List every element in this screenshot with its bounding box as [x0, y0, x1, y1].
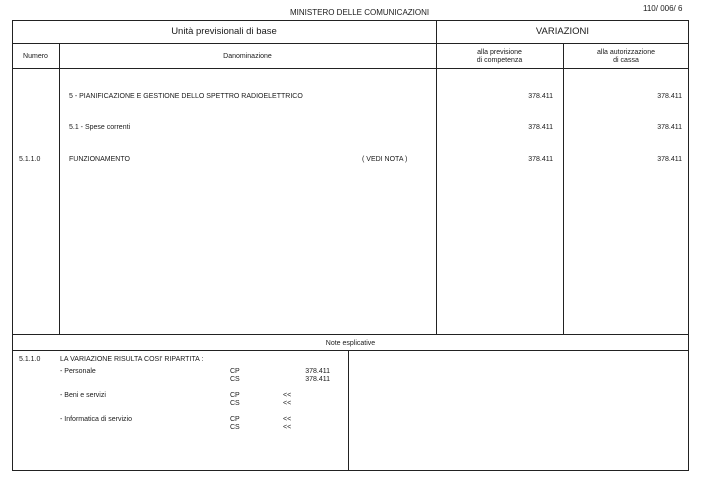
rule-columns-bottom	[12, 68, 689, 69]
main-table	[12, 20, 689, 471]
note-item-cp: CP	[230, 416, 240, 423]
note-item-cs: CS	[230, 400, 240, 407]
col-competenza-header-2: di competenza	[476, 57, 523, 64]
row-cassa: 378.411	[657, 156, 682, 163]
note-item-cp: CP	[230, 368, 240, 375]
row-competenza: 378.411	[528, 156, 553, 163]
note-item-cs: CS	[230, 376, 240, 383]
row-numero: 5.1.1.0	[19, 156, 41, 163]
variazioni-header: VARIAZIONI	[535, 26, 590, 37]
note-item-cs-value: <<	[283, 400, 292, 407]
note-item-cp-value: 378.411	[305, 368, 330, 375]
note-item-label: - Personale	[60, 368, 96, 375]
col-cassa-header-2: di cassa	[613, 57, 639, 64]
rule-numero-col	[59, 43, 60, 334]
notes-numero: 5.1.1.0	[19, 356, 41, 363]
rule-header-bottom	[12, 43, 689, 44]
note-item-label: - Beni e servizi	[60, 392, 106, 399]
note-item-label: - Informatica di servizio	[60, 416, 132, 423]
row-denominazione: 5 - PIANIFICAZIONE E GESTIONE DELLO SPETTRO RADIOELETTRICO	[69, 93, 303, 100]
notes-title: Note esplicative	[325, 340, 376, 347]
col-denominazione-header: Danominazione	[223, 53, 272, 60]
row-cassa: 378.411	[657, 93, 682, 100]
row-competenza: 378.411	[528, 93, 553, 100]
row-denominazione: 5.1 - Spese correnti	[69, 124, 131, 131]
row-denominazione: FUNZIONAMENTO	[69, 156, 130, 163]
rule-notes-top	[12, 334, 689, 335]
note-item-cp-value: <<	[283, 392, 292, 399]
notes-intro: LA VARIAZIONE RISULTA COSI' RIPARTITA :	[60, 356, 204, 363]
page-code: 110/ 006/ 6	[643, 4, 683, 13]
note-item-cs-value: <<	[283, 424, 292, 431]
note-item-cp-value: <<	[283, 416, 292, 423]
row-cassa: 378.411	[657, 124, 682, 131]
col-cassa-header-1: alla autorizzazione	[597, 49, 655, 56]
rule-notes-title-bottom	[12, 350, 689, 351]
row-nota: ( VEDI NOTA )	[362, 156, 408, 163]
note-item-cs-value: 378.411	[305, 376, 330, 383]
upb-header: Unità previsionali di base	[171, 26, 277, 37]
col-numero-header: Numero	[23, 53, 48, 60]
rule-variazioni-col	[436, 20, 437, 334]
note-item-cs: CS	[230, 424, 240, 431]
ministry-title: MINISTERO DELLE COMUNICAZIONI	[290, 8, 430, 17]
rule-cassa-col	[563, 43, 564, 334]
rule-notes-divider	[348, 350, 349, 471]
col-competenza-header-1: alla previsione	[477, 49, 522, 56]
note-item-cp: CP	[230, 392, 240, 399]
row-competenza: 378.411	[528, 124, 553, 131]
